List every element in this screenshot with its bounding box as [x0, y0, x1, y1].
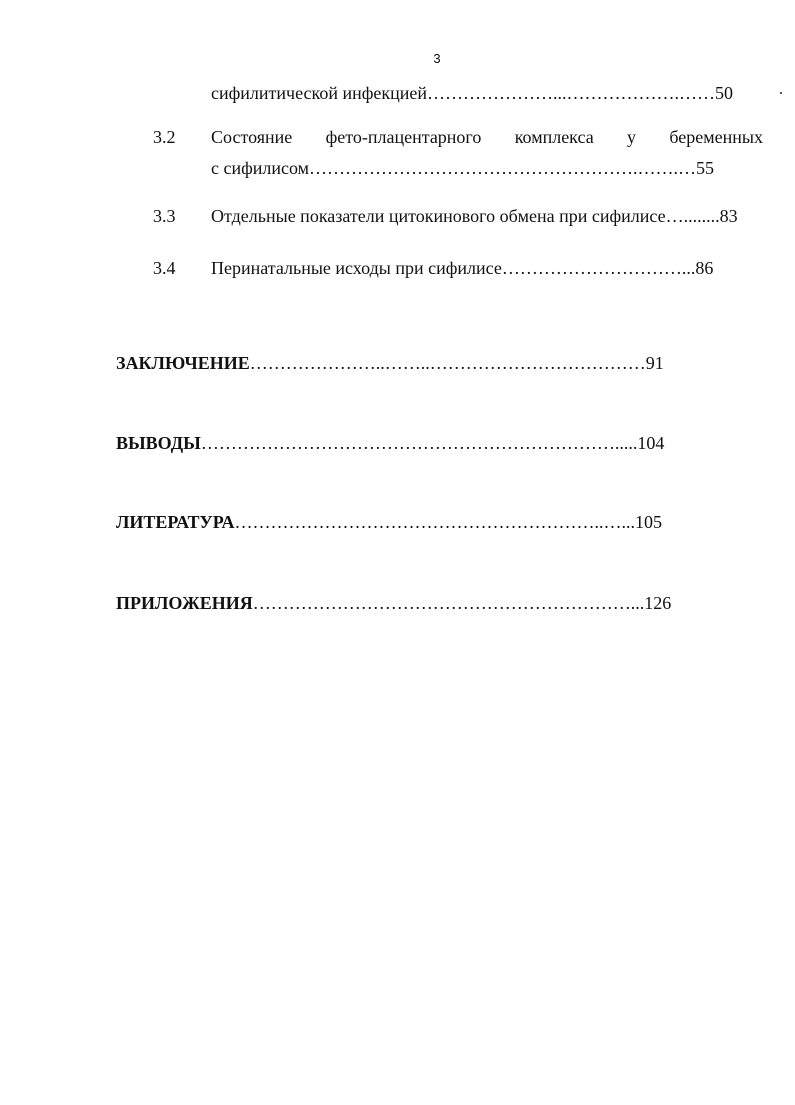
- section-3-2-word: Состояние: [211, 127, 293, 147]
- scan-speck: [780, 92, 782, 94]
- findings-title: ВЫВОДЫ: [116, 433, 201, 453]
- section-3-2-word: у: [627, 127, 637, 147]
- appendices-leader-page: ………………………………………………………...126: [252, 593, 672, 613]
- section-3-2-number: 3.2: [153, 127, 176, 147]
- section-3-4-number: 3.4: [153, 258, 176, 278]
- toc-entry-appendices: [116, 592, 671, 614]
- toc-entry-findings: [116, 432, 664, 454]
- section-3-2-word: фето-плацентарного: [325, 127, 482, 147]
- section-3-2-word: беременных: [669, 127, 763, 147]
- toc-entry-conclusion: [116, 352, 664, 374]
- section-3-2-word: комплекса: [514, 127, 594, 147]
- conclusion-leader-page: …………………..……..………………………………91: [249, 353, 664, 373]
- appendices-title: ПРИЛОЖЕНИЯ: [116, 593, 253, 613]
- section-3-3-entry: Отдельные показатели цитокинового обмена при сифилисе…........83: [211, 206, 738, 226]
- toc-continuation-line: сифилитической инфекцией…………………...……………….……50: [211, 83, 734, 103]
- page-number: 3: [433, 51, 441, 66]
- conclusion-title: ЗАКЛЮЧЕНИЕ: [116, 353, 250, 373]
- findings-leader-page: …………………………………………………………….....104: [200, 433, 665, 453]
- section-3-4-entry: Перинатальные исходы при сифилисе…………………………...86: [211, 258, 714, 278]
- section-3-3-number: 3.3: [153, 206, 176, 226]
- literature-title: ЛИТЕРАТУРА: [116, 512, 235, 532]
- toc-entry-literature: [116, 511, 662, 533]
- section-3-2-second-line: с сифилисом……………………………………………….…….…55: [211, 158, 715, 178]
- section-3-2-title-line: [211, 126, 763, 148]
- literature-leader-page: ……………………………………………………..…...105: [234, 512, 662, 532]
